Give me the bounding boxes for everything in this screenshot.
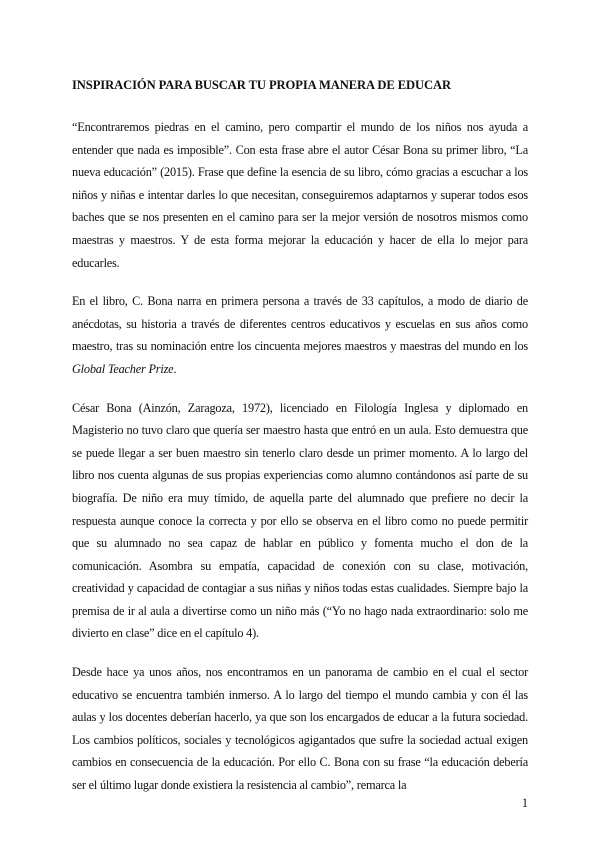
document-body [72,116,528,797]
paragraph-text-end: . [173,361,177,376]
paragraph-intro: “Encontraremos piedras en el camino, pero compartir el mundo de los niños nos ayuda a entender que nada es imposible”. Con esta frase abre el autor César Bona su primer libro, “La nueva educación” (2015). Frase que define la esencia de su libro, cómo gracias a escuchar a los niños y niñas e intentar darles lo que necesitan, conseguiremos adaptarnos y superar todos esos baches que se nos presenten en el camino para ser la mejor versión de nosotros mismos como maestras y maestros. Y de esta forma mejorar la educación y hacer de ella lo mejor para educarles. [72,120,528,270]
document-title: INSPIRACIÓN PARA BUSCAR TU PROPIA MANERA DE EDUCAR [72,78,452,92]
paragraph-book-summary [72,290,528,380]
paragraph-author-bio: César Bona (Ainzón, Zaragoza, 1972), licenciado en Filología Inglesa y diplomado en Magisterio no tuvo claro que quería ser maestro hasta que entró en un aula. Esto demuestra que se puede llegar a ser buen maestro sin tenerlo claro desde un primer momento. A lo largo del libro nos cuenta algunas de sus propias experiencias como alumno contándonos así parte de su biografía. De niño era muy tímido, de aquella parte del alumnado que prefiere no decir la respuesta aunque conoce la correcta y por ello se observa en el libro como no puede permitir que su alumnado no sea capaz de hablar en público y fomenta mucho el don de la comunicación. Asombra su empatía, capacidad de conexión con su clase, motivación, creatividad y capacidad de contagiar a sus niñas y niños todas estas cualidades. Siempre bajo la premisa de ir al aula a divertirse como un niño más (“Yo no hago nada extraordinario: solo me divierto en clase” dice en el capítulo 4). [72,400,528,641]
paragraph-change-context: Desde hace ya unos años, nos encontramos en un panorama de cambio en el cual el sector educativo se encuentra también inmerso. A lo largo del tiempo el mundo cambia y con él las aulas y los docentes deberían hacerlo, ya que son los encargados de educar a la futura sociedad. Los cambios políticos, sociales y tecnológicos agigantados que sufre la sociedad actual exigen cambios en consecuencia de la educación. Por ello C. Bona con su frase “la educación debería ser el último lugar donde existiera la resistencia al cambio”, remarca la [72,665,528,793]
paragraph-text: En el libro, C. Bona narra en primera persona a través de 33 capítulos, a modo de diario de anécdotas, su historia a través de diferentes centros educativos y escuelas en sus años como maestro, tras su nominación entre los cincuenta mejores maestros y maestras del mundo en los [72,294,528,354]
page-number: 1 [521,796,528,810]
emphasis-prize-name: Global Teacher Prize [72,361,174,376]
